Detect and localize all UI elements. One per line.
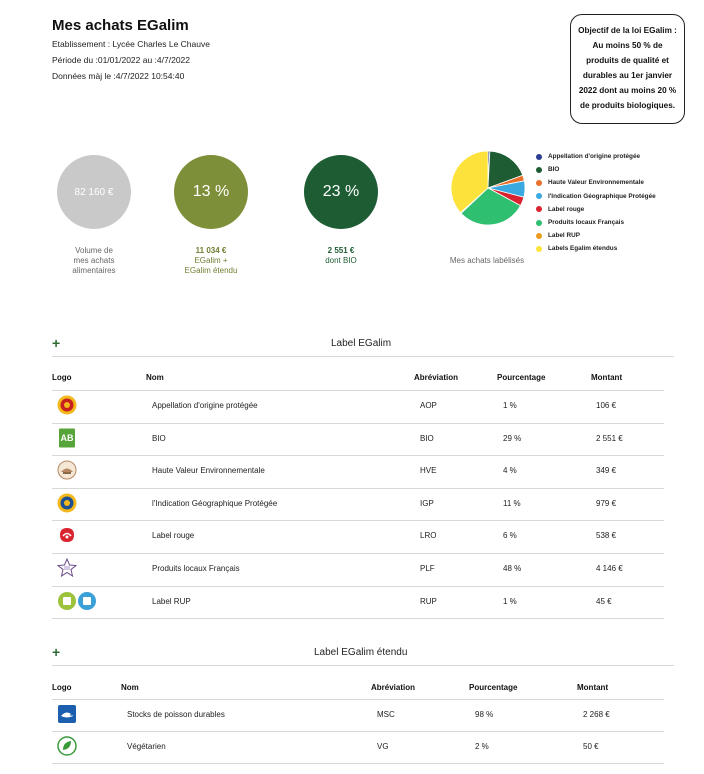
row-divider [52,586,664,587]
row-divider [52,488,664,489]
kpi-volume-value: 82 160 € [74,186,114,198]
plf-logo-icon [57,558,77,583]
row-montant: 349 € [596,466,617,476]
row-montant: 106 € [596,401,617,410]
col-abrev-header: Abréviation [371,683,416,692]
legend-item [536,176,656,189]
table2-header-divider [52,699,664,700]
kpi-egalim-circle [174,155,248,229]
row-abreviation: IGP [420,498,434,508]
page-title: Mes achats EGalim [52,17,189,34]
row-montant: 2 268 € [583,710,610,719]
row-abreviation: LRO [420,531,437,541]
row-divider [52,455,664,456]
row-pourcentage: 29 % [503,433,522,443]
row-abreviation: AOP [420,401,437,410]
legend-item [536,163,656,176]
row-divider [52,553,664,554]
row-abreviation: RUP [420,596,437,606]
vegetarien-logo-icon [57,736,77,761]
periode-text: Période du :01/01/2022 au :4/7/2022 [52,55,191,65]
row-nom: BIO [152,433,166,443]
legend-label: Labels Egalim étendus [548,245,618,253]
row-pourcentage: 98 % [475,710,494,719]
col-montant-header: Montant [577,683,609,692]
row-montant: 538 € [596,531,617,541]
col-abrev-header: Abréviation [414,373,459,382]
row-nom: Label rouge [152,531,195,541]
kpi-egalim-value: 13 % [192,183,230,200]
caption-line: EGalim étendu [184,266,238,275]
legend-label: Label RUP [548,232,580,240]
row-divider [52,763,664,764]
objective-box [570,14,685,124]
col-logo-header: Logo [52,373,72,382]
row-nom: Stocks de poisson durables [127,710,225,719]
col-logo-header: Logo [52,683,72,692]
row-nom: Produits locaux Français [152,564,240,573]
legend-item [536,150,656,163]
legend-swatch [536,246,542,252]
row-montant: 50 € [583,742,599,751]
objective-line: produits de qualité et [586,56,669,65]
expand-section2-plus-icon[interactable]: + [52,644,61,660]
objective-line: Objectif de la loi EGalim : [578,26,677,35]
caption-line: 11 034 € [195,246,227,255]
row-divider [52,423,664,424]
col-nom-header: Nom [121,683,139,692]
etablissement-text: Etablissement : Lycée Charles Le Chauve [52,39,210,49]
legend-item [536,242,656,255]
col-pct-header: Pourcentage [497,373,546,382]
row-nom: Label RUP [152,596,191,606]
col-montant-header: Montant [591,373,623,382]
legend-label: l'Indication Géographique Protégée [548,192,656,200]
row-montant: 979 € [596,498,617,508]
legend-label: BIO [548,166,560,174]
msc-logo-icon [57,704,77,729]
section1-title: Label EGalim [331,338,392,349]
section2-divider [52,665,674,666]
kpi-volume-caption [44,246,144,276]
donnees-update-text: Données màj le :4/7/2022 10:54:40 [52,71,185,81]
legend-swatch [536,233,542,239]
legend-item [536,229,656,242]
row-abreviation: PLF [420,564,435,573]
row-abreviation: MSC [377,710,395,719]
row-divider [52,520,664,521]
caption-line: 2 551 € [327,246,355,255]
objective-line: durables au 1er janvier [582,71,673,80]
ab-bio-logo-icon [57,428,77,453]
legend-swatch [536,206,542,212]
section1-divider [52,356,674,357]
kpi-egalim-caption [161,246,261,276]
col-pct-header: Pourcentage [469,683,518,692]
col-nom-header: Nom [146,373,164,382]
row-montant: 4 146 € [596,564,623,573]
label-rouge-logo-icon [57,525,77,550]
objective-line: Au moins 50 % de [592,41,663,50]
legend-swatch [536,220,542,226]
igp-logo-icon [57,493,77,518]
row-pourcentage: 48 % [503,564,522,573]
kpi-bio-circle [304,155,378,229]
row-pourcentage: 4 % [503,466,517,476]
row-nom: l'Indication Géographique Protégée [152,498,278,508]
row-divider [52,731,664,732]
svg-text:AB: AB [60,432,74,443]
row-nom: Végétarien [127,742,166,751]
row-nom: Haute Valeur Environnementale [152,466,265,476]
objective-line: 2022 dont au moins 20 % [578,86,677,95]
caption-line: EGalim + [194,256,228,265]
aop-logo-icon [57,395,77,420]
caption-line: alimentaires [72,266,116,275]
legend-label: Haute Valeur Environnementale [548,179,644,187]
row-pourcentage: 2 % [475,742,489,751]
legend-item [536,190,656,203]
pie-legend [536,150,656,256]
caption-line: dont BIO [325,256,357,265]
table1-header-divider [52,390,664,391]
legend-label: Label rouge [548,205,585,213]
caption-line: Volume de [75,246,113,255]
row-montant: 45 € [596,596,612,606]
legend-swatch [536,167,542,173]
kpi-bio-value: 23 % [322,183,360,200]
row-pourcentage: 1 % [503,401,517,410]
objective-line: de produits biologiques. [579,101,676,110]
row-abreviation: HVE [420,466,437,476]
legend-label: Produits locaux Français [548,219,625,227]
legend-swatch [536,180,542,186]
expand-section1-plus-icon[interactable]: + [52,335,61,351]
section2-title: Label EGalim étendu [314,647,408,658]
kpi-volume-circle [57,155,131,229]
kpi-bio-caption [291,246,391,266]
legend-swatch [536,154,542,160]
row-montant: 2 551 € [596,433,623,443]
rup-logo-icon [57,591,97,616]
row-abreviation: BIO [420,433,434,443]
row-pourcentage: 1 % [503,596,517,606]
legend-item [536,216,656,229]
caption-line: mes achats [73,256,115,265]
pie-caption: Mes achats labélisés [449,256,525,265]
row-divider [52,618,664,619]
legend-label: Appellation d'origine protégée [548,153,641,161]
row-nom: Appellation d'origine protégée [152,401,258,410]
legend-swatch [536,193,542,199]
row-pourcentage: 6 % [503,531,517,541]
row-abreviation: VG [377,742,389,751]
labels-pie-chart [448,148,528,228]
hve-logo-icon [57,460,77,485]
legend-item [536,203,656,216]
row-pourcentage: 11 % [503,498,521,508]
